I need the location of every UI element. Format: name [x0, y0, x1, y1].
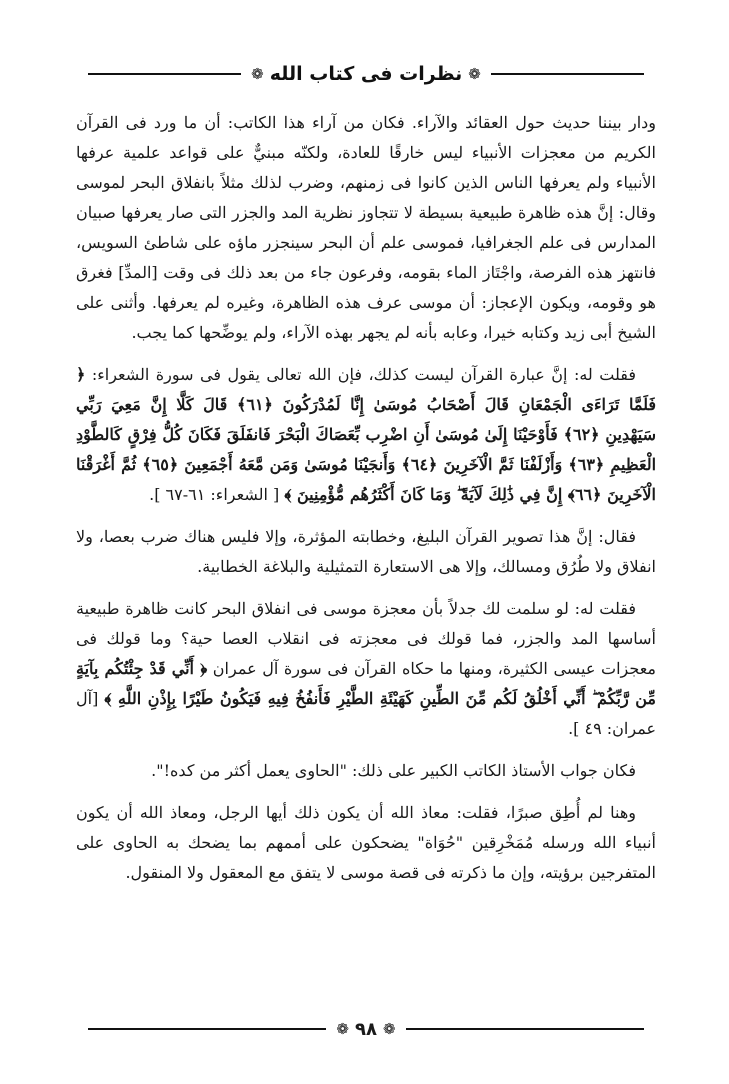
page-body — [76, 108, 656, 900]
paragraph — [76, 108, 656, 348]
flower-ornament-icon: ❁ — [336, 1019, 349, 1038]
paragraph — [76, 360, 656, 510]
paragraph — [76, 522, 656, 582]
paragraph — [76, 756, 656, 786]
paragraph-text: فقلت له: لو سلمت لك جدلاً بأن معجزة موسى فى انفلاق البحر كانت ظاهرة طبيعية أساسها المد والجزر، فما قولك فى معجزته فى انقلاب العصا حية؟ وما قولك فى معجزات عيسى الكثيرة، ومنها ما حكاه القرآن فى سورة آل عمران — [76, 599, 656, 678]
header-rule-right — [491, 73, 644, 75]
verse-reference: [ الشعراء: ٦١-٦٧ ]. — [149, 485, 280, 504]
paragraph-text: فقال: إنَّ هذا تصوير القرآن البليغ، وخطابته المؤثرة، وإلا فليس هناك ضرب بعصا، ولا انفلاق ولا طُرُق ومسالك، وإلا هى الاستعارة التمثيلية والبلاغة الخطابية. — [76, 527, 656, 576]
running-header — [88, 58, 644, 90]
paragraph — [76, 798, 656, 888]
quran-verse: ﴿ أَنِّي قَدْ جِئْتُكُم بِآيَةٍ مِّن رَّبِّكُمْ ۖ أَنِّي أَخْلُقُ لَكُم مِّنَ الطِّينِ كَهَيْئَةِ الطَّيْرِ فَأَنفُخُ فِيهِ فَيَكُونُ طَيْرًا بِإِذْنِ اللَّهِ ﴾ — [76, 659, 656, 708]
page-number-group — [326, 1019, 405, 1040]
paragraph — [76, 594, 656, 744]
paragraph-text: فكان جواب الأستاذ الكاتب الكبير على ذلك: "الحاوى يعمل أكثر من كده!". — [151, 761, 636, 780]
page-footer — [88, 1014, 644, 1044]
flower-ornament-icon: ❁ — [382, 1019, 396, 1038]
paragraph-text: وهنا لم أُطِق صبرًا، فقلت: معاذ الله أن يكون ذلك أيها الرجل، ومعاذ الله أن يكون أنبياء الله ورسله مُمَخْرِقين "حُوَاة" يضحكون على أممهم بما يضحك به الحاوى على المتفرجين برؤيته، وإن ما ذكرته فى قصة موسى لا يتفق مع المعقول ولا المنقول. — [76, 803, 656, 882]
header-rule-left — [88, 73, 241, 75]
quran-verse: ﴿ فَلَمَّا تَرَاءَى الْجَمْعَانِ قَالَ أَصْحَابُ مُوسَىٰ إِنَّا لَمُدْرَكُونَ ﴿٦١﴾ قَالَ كَلَّا إِنَّ مَعِيَ رَبِّي سَيَهْدِينِ ﴿٦٢﴾ فَأَوْحَيْنَا إِلَىٰ مُوسَىٰ أَنِ اضْرِب بِّعَصَاكَ الْبَحْرَ فَانفَلَقَ فَكَانَ كُلُّ فِرْقٍ كَالطَّوْدِ الْعَظِيمِ ﴿٦٣﴾ وَأَزْلَفْنَا ثَمَّ الْآخَرِينَ ﴿٦٤﴾ وَأَنجَيْنَا مُوسَىٰ وَمَن مَّعَهُ أَجْمَعِينَ ﴿٦٥﴾ ثُمَّ أَغْرَقْنَا الْآخَرِينَ ﴿٦٦﴾ إِنَّ فِي ذَٰلِكَ لَآيَةً ۖ وَمَا كَانَ أَكْثَرُهُم مُّؤْمِنِينَ ﴾ — [76, 365, 657, 504]
footer-rule-left — [88, 1028, 326, 1030]
verse-reference: [آل عمران: ٤٩ ]. — [76, 689, 656, 738]
header-title-group — [241, 63, 491, 85]
flower-ornament-icon: ❁ — [468, 64, 481, 83]
paragraph-text: ودار بيننا حديث حول العقائد والآراء. فكان من آراء هذا الكاتب: أن ما ورد فى القرآن الكريم من معجزات الأنبياء ليس خارقًا للعادة، ولكنّه مبنيٌّ على قواعد علمية عرفها الأنبياء ولم يعرفها الناس الذين كانوا فى زمنهم، وضرب لذلك مثلاً بانفلاق البحر لموسى وقال: إنَّ هذه ظاهرة طبيعية بسيطة لا تتجاوز نظرية المد والجزر التى صار يعرفها صبيان المدارس فى علم الجغرافيا، فموسى علم أن البحر سينجزر ماؤه على شاطئ السويس، فانتهز هذه الفرصة، واجْتَاز الماء بقومه، وفرعون جاء من بعد ذلك فى وقت [المدِّ] فغرق هو وقومه، ويكون الإعجاز: أن موسى عرف هذه الظاهرة، وغيره لم يعرفها. وأثنى على الشيخ أبى زيد وكتابه خيرا، وعابه بأنه لم يجهر بهذه الآراء، ولم يوضِّحها كما يجب. — [76, 113, 656, 342]
paragraph-text: فقلت له: إنَّ عبارة القرآن ليست كذلك، فإن الله تعالى يقول فى سورة الشعراء: — [91, 365, 637, 384]
page-number: ٩٨ — [355, 1018, 377, 1040]
book-title: نظرات فى كتاب الله — [269, 63, 463, 85]
flower-ornament-icon: ❁ — [251, 64, 264, 83]
footer-rule-right — [406, 1028, 644, 1030]
